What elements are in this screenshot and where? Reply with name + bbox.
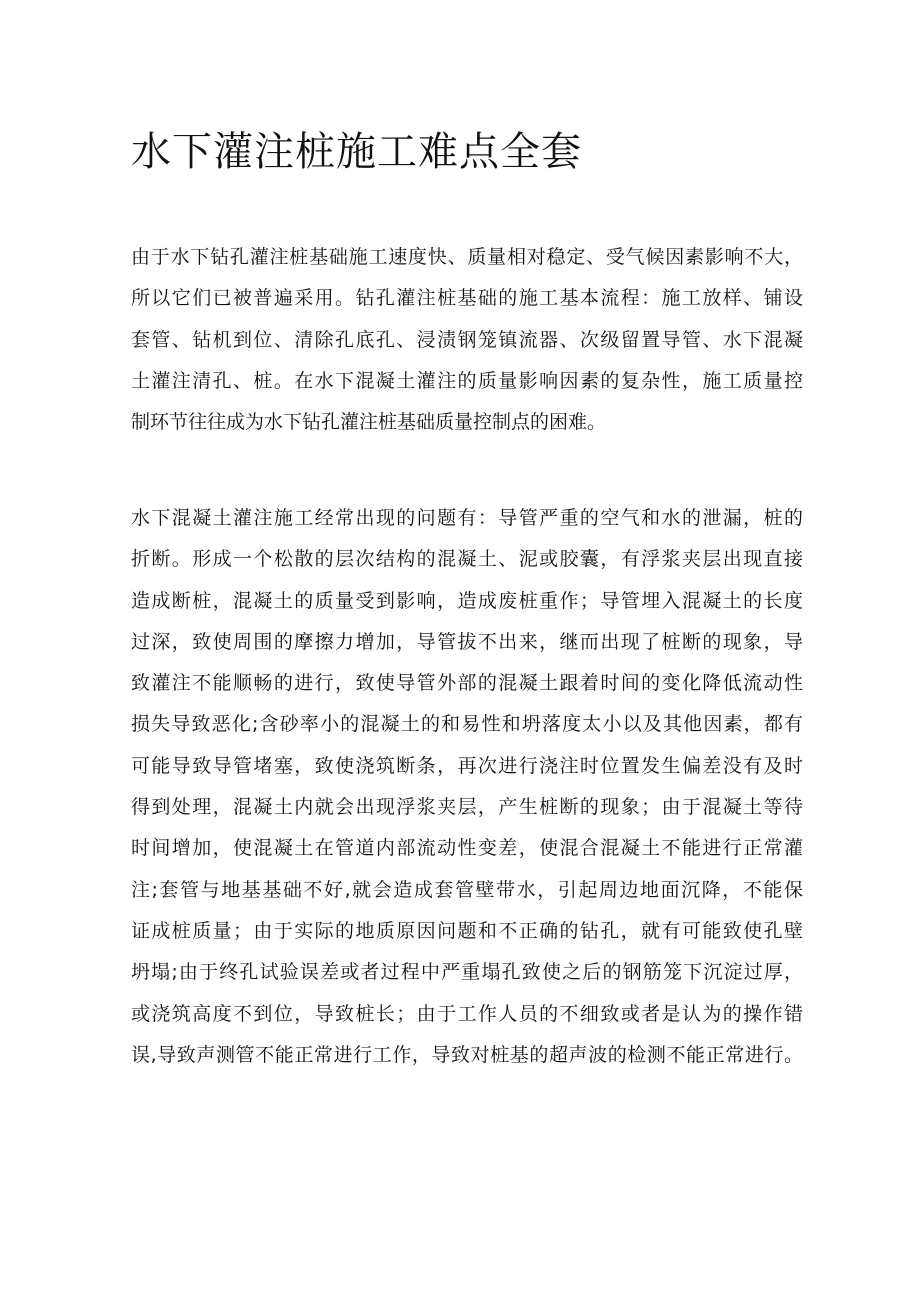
paragraph-line: 造成断桩，混凝土的质量受到影响，造成废桩重作；导管埋入混凝土的长度 — [131, 589, 803, 612]
paragraph-line: 可能导致导管堵塞，致使浇筑断条，再次进行浇注时位置发生偏差没有及时 — [131, 754, 803, 777]
paragraph-intro — [131, 237, 803, 443]
paragraph-line: 所以它们已被普遍采用。钻孔灌注桩基础的施工基本流程：施工放样、铺设 — [131, 287, 803, 310]
paragraph-line: 注;套管与地基基础不好,就会造成套管壁带水，引起周边地面沉降，不能保 — [131, 878, 803, 901]
paragraph-line: 致灌注不能顺畅的进行，致使导管外部的混凝土跟着时间的变化降低流动性 — [131, 672, 803, 695]
paragraph-line: 损失导致恶化;含砂率小的混凝土的和易性和坍落度太小以及其他因素，都有 — [131, 713, 803, 736]
paragraph-line: 套管、钻机到位、清除孔底孔、浸渍钢笼镇流器、次级留置导管、水下混凝 — [131, 328, 803, 351]
paragraph-line: 过深，致使周围的摩擦力增加，导管拔不出来，继而出现了桩断的现象，导 — [131, 630, 803, 653]
paragraph-line: 水下混凝土灌注施工经常出现的问题有：导管严重的空气和水的泄漏，桩的 — [131, 507, 803, 529]
paragraph-line: 土灌注清孔、桩。在水下混凝土灌注的质量影响因素的复杂性，施工质量控 — [131, 369, 803, 392]
paragraph-line: 坍塌;由于终孔试验误差或者过程中严重塌孔致使之后的钢筋笼下沉淀过厚， — [131, 961, 803, 984]
paragraph-line: 得到处理，混凝土内就会出现浮浆夹层，产生桩断的现象；由于混凝土等待 — [131, 796, 803, 819]
paragraph-line: 由于水下钻孔灌注桩基础施工速度快、质量相对稳定、受气候因素影响不大， — [131, 246, 803, 268]
paragraph-line: 或浇筑高度不到位，导致桩长；由于工作人员的不细致或者是认为的操作错 — [131, 1002, 803, 1025]
paragraph-line: 时间增加，使混凝土在管道内部流动性变差，使混合混凝土不能进行正常灌 — [131, 837, 803, 860]
document-title: 水下灌注桩施工难点全套 — [131, 129, 582, 175]
paragraph-line: 折断。形成一个松散的层次结构的混凝土、泥或胶囊，有浮浆夹层出现直接 — [131, 548, 803, 571]
paragraph-line: 制环节往往成为水下钻孔灌注桩基础质量控制点的困难。 — [131, 411, 607, 434]
paragraph-line: 证成桩质量；由于实际的地质原因问题和不正确的钻孔，就有可能致使孔壁 — [131, 919, 803, 942]
paragraph-problems — [131, 498, 803, 1076]
paragraph-line: 误,导致声测管不能正常进行工作，导致对桩基的超声波的检测不能正常进行。 — [131, 1043, 803, 1066]
